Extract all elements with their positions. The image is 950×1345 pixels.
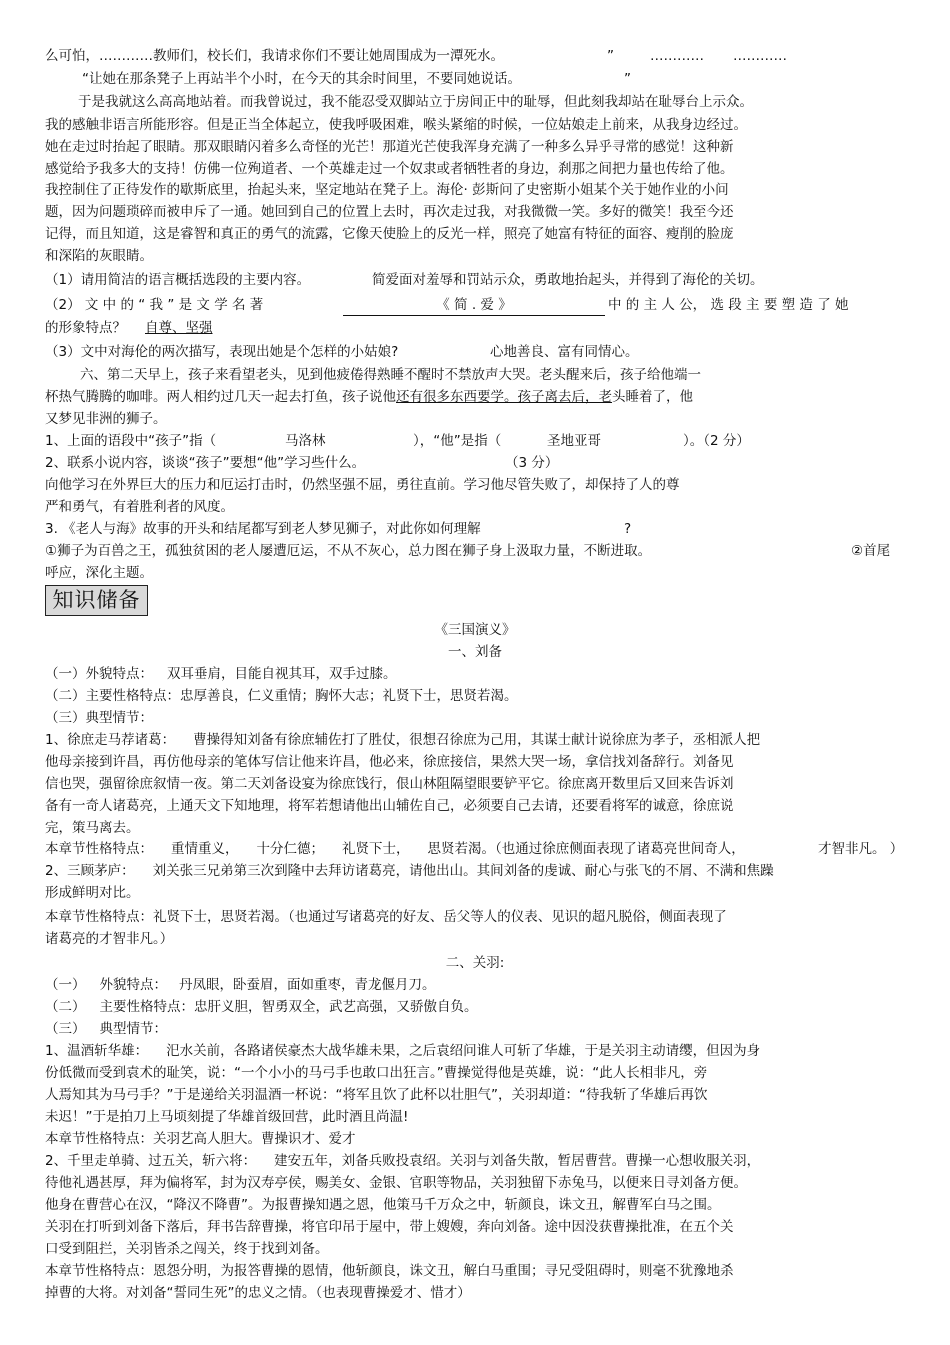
guanyu-plot1: 未迟！”于是拍刀上马顷刻提了华雄首级回营，此时酒且尚温! (45, 1109, 409, 1125)
liubei-plots-label: （三）典型情节： (45, 710, 153, 726)
question-2 (45, 295, 263, 315)
passage-line: 我控制住了正待发作的歇斯底里，抬起头来，坚定地站在凳子上。海伦· 彭斯问了史密斯小姐某个关于她作业的小问 (45, 182, 729, 198)
liubei-plot1-trait (45, 839, 745, 859)
section6-a3: ②首尾 (851, 543, 891, 559)
passage-line: 和深陷的灰眼睛。 (45, 248, 153, 264)
section6-line (45, 387, 693, 407)
guanyu-character (45, 997, 478, 1017)
section6-q3: 3. 《老人与海》故事的开头和结尾都写到老人梦见狮子，对此你如何理解 (45, 521, 481, 537)
guanyu-plot1 (45, 1041, 760, 1061)
section6-text: 头睡着了，他 (612, 389, 693, 405)
liubei-plot2-trait: 本章节性格特点：礼贤下士，思贤若渴。（也通过写诸葛亮的好友、岳父等人的仪表、见识的超凡脱俗，侧面表现了 (45, 909, 727, 925)
passage-line: 题，因为问题琐碎而被申斥了一通。她回到自己的位置上去时，再次走过我，对我微微一笑。多好的微笑！我至今还 (45, 204, 734, 220)
liubei-plot1 (45, 730, 760, 750)
passage-text: ………… (733, 48, 787, 64)
trait: 思贤若渴。（也通过徐庶侧面表现了诸葛亮世间奇人， (427, 841, 745, 857)
answer-1: 简爱面对羞辱和罚站示众，勇敢地抬起头，并得到了海伦的关切。 (372, 272, 764, 288)
passage-text: 么可怕，…………教师们，校长们，我请求你们不要让她周围成为一潭死水。 (45, 48, 504, 64)
guanyu-plot2: 口受到阻拦，关羽皆杀之闯关，终于找到刘备。 (45, 1241, 329, 1257)
answer-2-blank (343, 295, 605, 316)
liubei-plot2: 形成鲜明对比。 (45, 885, 140, 901)
passage-line (624, 69, 631, 89)
section6-a3: 呼应，深化主题。 (45, 565, 153, 581)
label: （二） (45, 999, 86, 1015)
passage-line (733, 46, 787, 66)
answer-2-book: 《 简 . 爱 》 (436, 297, 512, 313)
liubei-plot1: 信也哭，强留徐庶叙情一夜。第二天刘备设宴为徐庶饯行，佷山林阻隔望眼要铲平它。徐庶离开数里后又回来告诉刘 (45, 776, 734, 792)
label: （一） (45, 977, 86, 993)
trait: 礼贤下士， (342, 841, 410, 857)
guanyu-plot2-trait: 掉曹的大将。对刘备“誓同生死”的忠义之情。（也表现曹操爱才、惜才） (45, 1285, 471, 1301)
section6-underlined: 还有很多东西要学。孩子离去后，老 (396, 389, 612, 405)
question-3: （3）文中对海伦的两次描写，表现出她是个怎样的小姑娘? (45, 344, 399, 360)
liubei-plot2 (45, 861, 774, 881)
section6-q2-score: （3 分） (505, 455, 559, 471)
book-title: 《三国演义》 (434, 622, 516, 638)
passage-line (82, 69, 521, 89)
plot-text: 曹操得知刘备有徐庶辅佐打了胜仗，很想召徐庶为己用，其谋士献计说徐庶为孝子，丞相派人把 (193, 732, 761, 748)
section6-a3: ①狮子为百兽之王，孤独贫困的老人屡遭厄运，不从不灰心，总力图在狮子身上汲取力量，不断进取。 (45, 543, 652, 559)
section6-line: 六、第二天早上，孩子来看望老头，见到他疲倦得熟睡不醒时不禁放声大哭。老头醒来后，孩子给他端一 (80, 367, 701, 383)
guanyu-title: 二、关羽: (445, 955, 505, 971)
guanyu-plot1: 人焉知其为马弓手？”于是递给关羽温酒一杯说：“将军且饮了此杯以壮胆气”，关羽却道：“待我斩了华雄后再饮 (45, 1087, 708, 1103)
question-2-text: （2） 文 中 的 “ 我 ” 是 文 学 名 著 (45, 297, 264, 313)
section6-a2: 向他学习在外界巨大的压力和厄运打击时，仍然坚强不屈，勇往直前。学习他尽管失败了，却保持了人的尊 (45, 477, 680, 493)
guanyu-plots-label (45, 1019, 167, 1039)
value: 丹凤眼，卧蚕眉，面如重枣，青龙偃月刀。 (179, 977, 436, 993)
liubei-plot1: 备有一奇人诸葛亮，上通天文下知地理，将军若想请他出山辅佐自己，必须要自己去请，还要看将军的诚意，徐庶说 (45, 798, 734, 814)
section6-q2: 2、联系小说内容，谈谈“孩子”要想“他”学习些什么。 (45, 455, 366, 471)
passage-text: ” (624, 71, 631, 87)
plot-title: 2、千里走单骑、过五关，斩六将： (45, 1153, 257, 1169)
guanyu-plot2 (45, 1151, 760, 1171)
trait: 十分仁德； (256, 841, 324, 857)
passage-text: ………… (650, 48, 704, 64)
section6-a1-old-man: 圣地亚哥 (547, 433, 601, 449)
section6-q1: ）。（2 分） (683, 433, 750, 449)
plot-title: 2、三顾茅庐： (45, 863, 135, 879)
liubei-plot1: 他母亲接到许昌，再仿他母亲的笔体写信让他来许昌，他必来，徐庶接信，果然大哭一场，拿信找刘备辞行。刘备见 (45, 754, 734, 770)
passage-line (607, 46, 614, 66)
section6-q3: ? (624, 521, 632, 537)
section6-q1: 1、上面的语段中“孩子”指（ (45, 433, 217, 449)
section6-text: 杯热气腾腾的咖啡。两人相约过几天一起去打鱼，孩子说他 (45, 389, 396, 405)
label: 典型情节： (99, 1021, 167, 1037)
liubei-character: （二）主要性格特点：忠厚善良，仁义重情；胸怀大志；礼贤下士，思贤若渴。 (45, 688, 518, 704)
plot-text: 建安五年，刘备兵败投袁绍。关羽与刘备失散，暂居曹营。曹操一心想收服关羽， (274, 1153, 761, 1169)
plot-text: 汜水关前，各路诸侯豪杰大战华雄未果，之后袁绍问谁人可斩了华雄，于是关羽主动请缨，但因为身 (166, 1043, 761, 1059)
value: 主要性格特点：忠肝义胆，智勇双全，武艺高强，又骄傲自负。 (99, 999, 478, 1015)
question-2-line2: 的形象特点？ (45, 320, 126, 336)
trait: 重情重义， (171, 841, 239, 857)
guanyu-plot2: 他身在曹营心在汉，“降汉不降曹”。为报曹操知遇之恩，他策马千万众之中，斩颜良，诛文丑，解曹军白马之围。 (45, 1197, 721, 1213)
question-2-cont: 中 的 主 人 公， 选 段 主 要 塑 造 了 她 (608, 297, 849, 313)
section6-line: 又梦见非洲的狮子。 (45, 411, 167, 427)
guanyu-appearance (45, 975, 436, 995)
passage-text: ” (607, 48, 614, 64)
plot-title: 1、温酒斩华雄： (45, 1043, 149, 1059)
passage-line: 记得，而且知道，这是睿智和真正的勇气的流露，它像天使脸上的反光一样，照亮了她富有特征的面容、瘦削的脸庞 (45, 226, 734, 242)
passage-line: 她在走过时抬起了眼睛。那双眼睛闪着多么奇怪的光芒！那道光芒使我浑身充满了一种多么异乎寻常的感觉！这种新 (45, 139, 734, 155)
question-1: （1）请用简洁的语言概括选段的主要内容。 (45, 272, 311, 288)
label: （三） (45, 1021, 86, 1037)
trait-label: 本章节性格特点： (45, 841, 153, 857)
label: （一）外貌特点： (45, 666, 153, 682)
passage-line (45, 46, 504, 66)
liubei-plot1: 完，策马离去。 (45, 820, 140, 836)
passage-line (650, 46, 704, 66)
answer-2-traits: 自尊、坚强 (145, 320, 213, 336)
plot-text: 刘关张三兄弟第三次到隆中去拜访诸葛亮，请他出山。其间刘备的虔诚、耐心与张飞的不屑、不满和焦躁 (152, 863, 774, 879)
liubei-plot2-trait: 诸葛亮的才智非凡。） (45, 931, 174, 947)
guanyu-plot2-trait: 本章节性格特点：恩怨分明，为报答曹操的恩情，他斩颜良，诛文丑，解白马重围；寻兄受阻碍时，则毫不犹豫地杀 (45, 1263, 734, 1279)
plot-title: 1、徐庶走马荐诸葛： (45, 732, 176, 748)
guanyu-plot2: 待他礼遇甚厚，拜为偏将军，封为汉寿亭侯，赐美女、金银、官职等物品，关羽独留下赤兔马，以便来日寻刘备方便。 (45, 1175, 747, 1191)
value: 双耳垂肩，目能自视其耳，双手过膝。 (167, 666, 397, 682)
answer-3: 心地善良、富有同情心。 (490, 344, 639, 360)
passage-line: 感觉给予我多大的支持！仿佛一位殉道者、一个英雄走过一个奴隶或者牺牲者的身边，刹那之间把力量也传给了他。 (45, 161, 734, 177)
section6-a2: 严和勇气，有着胜利者的风度。 (45, 499, 234, 515)
passage-text: “让她在那条凳子上再站半个小时，在今天的其余时间里，不要同她说话。 (82, 71, 521, 87)
passage-line: 我的感触非语言所能形容。但是正当全体起立，使我呼吸困难，喉头紧缩的时候，一位姑娘走上前来，从我身边经过。 (45, 117, 747, 133)
knowledge-heading: 知识储备 (45, 585, 148, 616)
guanyu-plot1: 份低微而受到袁术的耻笑，说：“一个小小的马弓手也敢口出狂言。”曹操觉得他是英雄，说：“此人长相非凡，旁 (45, 1065, 708, 1081)
liubei-title: 一、刘备 (448, 644, 502, 660)
passage-line: 于是我就这么高高地站着。而我曾说过，我不能忍受双脚站立于房间正中的耻辱，但此刻我却站在耻辱台上示众。 (78, 94, 753, 110)
guanyu-plot1-trait: 本章节性格特点：关羽艺高人胆大。曹操识才、爱才 (45, 1131, 356, 1147)
section6-q1: ），“他”是指（ (413, 433, 502, 449)
label: 外貌特点： (99, 977, 167, 993)
liubei-appearance (45, 664, 397, 684)
section6-a1-child: 马洛林 (285, 433, 326, 449)
guanyu-plot2: 关羽在打听到刘备下落后，拜书告辞曹操，将官印吊于屋中，带上嫂嫂，奔向刘备。途中因没获曹操批准，在五个关 (45, 1219, 734, 1235)
liubei-plot1-trait: 才智非凡。 ） (818, 841, 904, 857)
